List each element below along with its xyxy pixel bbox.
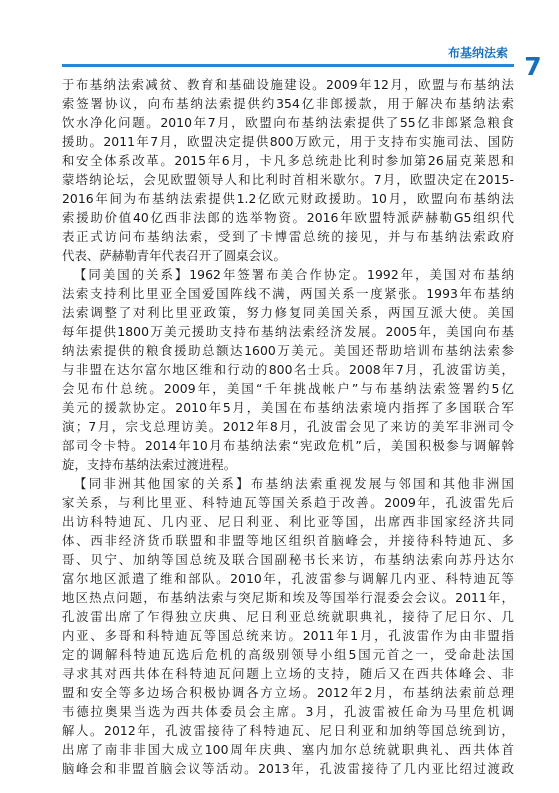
header-rule [62,64,514,67]
body-text [62,75,514,778]
paragraph-africa-relations [62,474,514,778]
text-line: 纳法索提供的粮食援助总额达1600万美元。美国还帮助培训布基纳法索参 [62,343,514,358]
text-line: 内亚、多哥和科特迪瓦等国总统来访。2011年1月，孔波雷作为由非盟指 [62,628,514,643]
text-line: 表正式访问布基纳法索，受到了卡博雷总统的接见，并与布基纳法索政府 [62,229,514,244]
text-line: 演；7月，宗戈总理访美。2012年8月，孔波雷会见了来访的美军非洲司令 [62,419,514,434]
text-line: 富尔地区派遣了维和部队。2010年，孔波雷参与调解几内亚、科特迪瓦等 [62,571,514,586]
text-line: 【同美国的关系】1962年签署布美合作协定。1992年，美国对布基纳 [74,267,514,282]
text-line: 援助。2011年7月，欧盟决定提供800万欧元，用于支持布实施司法、国防 [62,134,514,149]
text-line: 法索调整了对利比里亚政策，努力修复同美国关系，两国互派大使。美国 [62,305,514,320]
text-line: 索援助价值40亿西非法郎的选举物资。2016年欧盟特派萨赫勒G5组织代 [62,210,514,225]
text-line: 代表、萨赫勒青年代表召开了圆桌会议。 [62,248,286,263]
text-line: 索签署协议，向布基纳法索提供约354亿非郎援款，用于解决布基纳法索 [62,96,514,111]
paragraph-eu-relations [62,75,514,265]
text-line: 寻求其对西共体在科特迪瓦问题上立场的支持，随后又在西共体峰会、非 [62,666,514,681]
text-line: 盟和安全等多边场合积极协调各方立场。2012年2月，布基纳法索前总理 [62,685,514,700]
text-line: 每年提供1800万美元援助支持布基纳法索经济发展。2005年，美国向布基 [62,324,514,339]
text-line: 家关系，与利比里亚、科特迪瓦等国关系趋于改善。2009年，孔波雷先后 [62,495,514,510]
text-line: 法索支持利比里亚全国爱国阵线不满，两国关系一度紧张。1993年布基纳 [62,286,514,301]
text-line: 蒙塔纳论坛，会见欧盟领导人和比利时首相米歇尔。7月，欧盟决定在2015- [62,172,514,187]
text-line: 饮水净化问题。2010年7月，欧盟向布基纳法索提供了55亿非郎紧急粮食 [62,115,514,130]
text-line: 定的调解科特迪瓦选后危机的高级别领导小组5国元首之一，受命赴法国 [62,647,514,662]
text-line: 孔波雷出席了乍得独立庆典、尼日利亚总统就职典礼，接待了尼日尔、几 [62,609,514,624]
text-line: 韦德拉奥果当选为西共体委员会主席。3月，孔波雷被任命为马里危机调 [62,704,514,719]
text-line: 与非盟在达尔富尔地区维和行动的800名士兵。2008年7月，孔波雷访美， [62,362,514,377]
text-line: 和安全体系改革。2015年6月，卡凡多总统赴比利时参加第26届克莱恩和 [62,153,514,168]
text-line: 2016年间为布基纳法索提供1.2亿欧元财政援助。10月，欧盟向布基纳法 [62,191,514,206]
paragraph-us-relations [62,265,514,474]
text-line: 脑峰会和非盟首脑会议等活动。2013年，孔波雷接待了几内亚比绍过渡政 [62,761,514,776]
page-header [0,0,559,80]
text-line: 体、西非经济货币联盟和非盟等地区组织首脑峰会，并接待科特迪瓦、多 [62,533,514,548]
text-line: 地区热点问题，布基纳法索与突尼斯和埃及等国举行混委会会议。2011年， [62,590,514,605]
text-line: 旋，支持布基纳法索过渡进程。 [62,457,237,472]
text-line: 【同非洲其他国家的关系】布基纳法索重视发展与邻国和其他非洲国 [74,476,514,491]
page-number: 7 [524,52,542,81]
running-header-title: 布基纳法索 [447,46,508,60]
text-line: 于布基纳法索减贫、教育和基础设施建设。2009年12月，欧盟与布基纳法 [62,77,514,92]
text-line: 出席了南非非国大成立100周年庆典、塞内加尔总统就职典礼、西共体首 [62,742,514,757]
text-line: 出访科特迪瓦、几内亚、尼日利亚、利比亚等国，出席西非国家经济共同 [62,514,514,529]
text-line: 美元的援款协定。2010年5月，美国在布基纳法索境内指挥了多国联合军 [62,400,514,415]
text-line: 会见布什总统。2009年，美国“千年挑战帐户”与布基纳法索签署约5亿 [62,381,514,396]
text-line: 解人。2012年，孔波雷接待了科特迪瓦、尼日利亚和加纳等国总统到访， [62,723,514,738]
text-line: 哥、贝宁、加纳等国总统及联合国副秘书长来访，布基纳法索向苏丹达尔 [62,552,514,567]
text-line: 部司令卡特。2014年10月布基纳法索“宪政危机”后，美国积极参与调解斡 [62,438,514,453]
